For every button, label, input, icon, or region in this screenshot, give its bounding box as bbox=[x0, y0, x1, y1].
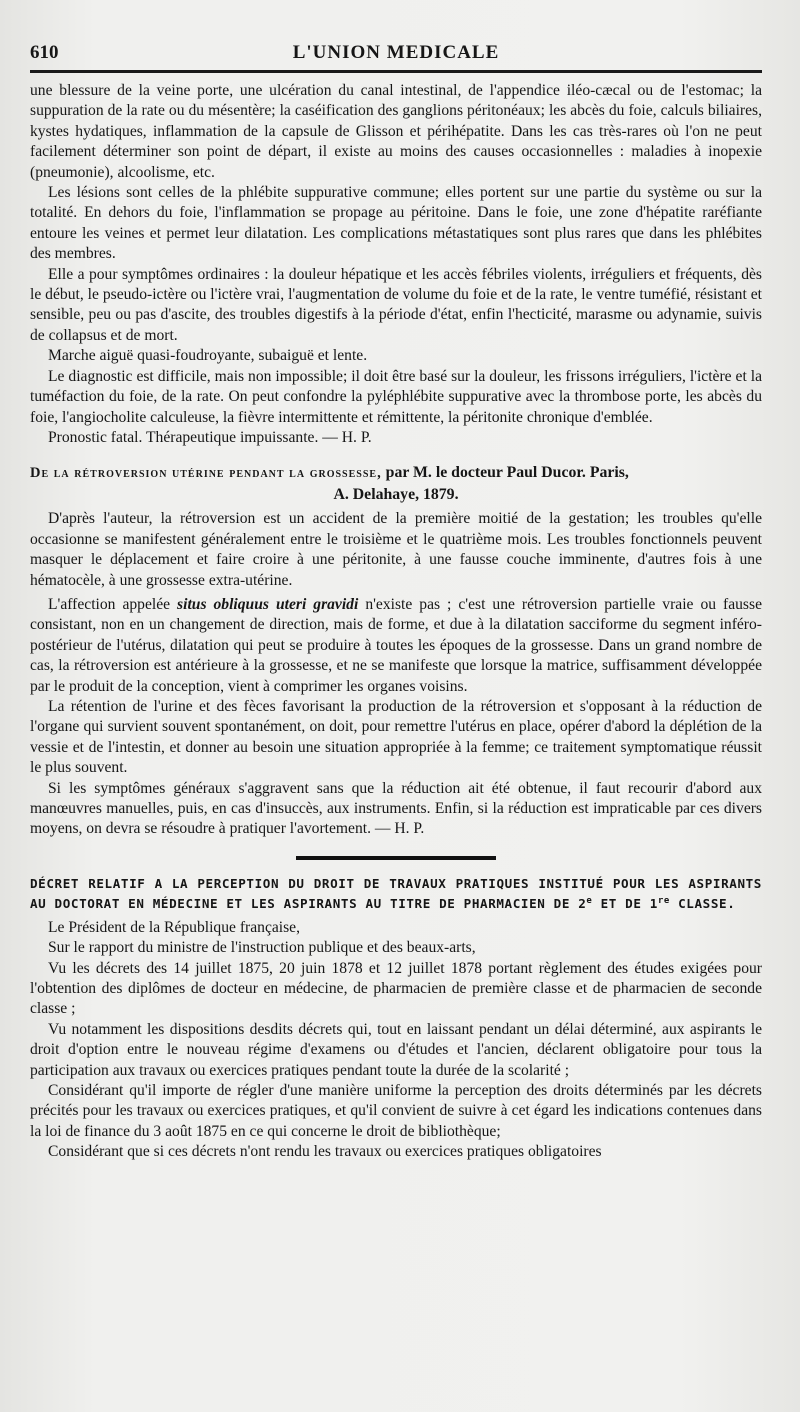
section-retroversion bbox=[30, 462, 762, 840]
paragraph: Marche aiguë quasi-foudroyante, subaiguë et lente. bbox=[48, 347, 368, 365]
paragraph: Considérant que si ces décrets n'ont rendu les travaux ou exercices pratiques obligatoires bbox=[48, 1143, 602, 1161]
paragraph: Le Président de la République française, bbox=[48, 918, 301, 936]
journal-title: L'UNION MEDICALE bbox=[292, 42, 500, 63]
paragraph: Elle a pour symptômes ordinaires : la douleur hépatique et les accès fébriles violents, irréguliers et fréquents, dès le début, le pseudo-ictère ou l'ictère vrai, l'augmentation de volume du foie et de la rate, le ventre tuméfié, résistant et sensible, peu ou pas d'ascite, des troubles digestifs à la période d'état, enfin l'hecticité, marasme ou adynamie, suivis de collapsus et de mort. bbox=[30, 265, 762, 344]
paragraph: une blessure de la veine porte, une ulcération du canal intestinal, de l'appendice iléo-cæcal ou de l'estomac; la suppuration de la rate ou du mésentère; la caséification des ganglions péritonéaux; les abcès du foie, calculs biliaires, kystes hydatiques, inflammation de la capsule de Glisson et périhépatite. Dans les cas très-rares où l'on ne peut facilement déterminer son point de départ, il existe au moins des causes occasionnelles : maladies à inopexie (pneumonie), alcoolisme, etc. bbox=[30, 82, 762, 181]
paragraph: Le diagnostic est difficile, mais non impossible; il doit être basé sur la douleur, les frissons irréguliers, l'ictère et la tuméfaction du foie, de la rate. On peut confondre la pyléphlébite suppurative avec la thrombose porte, les abcès du foie, l'angiocholite calculeuse, la fièvre intermittente et rémittente, la péritonite chronique d'emblée. bbox=[30, 367, 762, 426]
paragraph: Les lésions sont celles de la phlébite suppurative commune; elles portent sur une partie du système ou sur la totalité. En dehors du foie, l'inflammation se propage au péritoine. Dans le foie, une zone d'hépatite raréfiante entoure les veines et permet leur dilatation. Les complications métastatiques sont plus rares que dans les phlébites des membres. bbox=[30, 184, 762, 263]
text: L'affection appelée bbox=[48, 595, 171, 613]
title-caps: De la rétroversion utérine pendant la grossesse, bbox=[30, 465, 382, 482]
text: n'existe pas ; c'est une rétroversion partielle vraie ou fausse consistant, non en un changement de direction, mais de forme, et due à la dilatation sacciforme du segment inféro-postérieur de l'utérus, dilatation qui peut se produire à toutes les époques de la grossesse. Dans un grand nombre de cas, la rétroversion est antérieure à la grossesse, et ne se manifeste que lorsque la matrice, suffisamment développée par le produit de la conception, vient à comprimer les organes voisins. bbox=[30, 595, 762, 695]
paragraph: Sur le rapport du ministre de l'instruction publique et des beaux-arts, bbox=[48, 939, 476, 957]
section-title bbox=[30, 462, 762, 505]
paragraph: Vu notamment les dispositions desdits décrets qui, tout en laissant pendant un délai déterminé, aux aspirants le droit d'option entre le nouveau régime d'examens ou d'études et l'ancien, déclarent obligatoire pour tous la participation aux travaux ou exercices pratiques pendant toute la durée de la scolarité ; bbox=[30, 1020, 762, 1079]
title-publisher: A. Delahaye, 1879. bbox=[333, 486, 459, 504]
section-decree bbox=[30, 874, 762, 1163]
header-rule bbox=[30, 70, 762, 73]
paragraph bbox=[30, 595, 762, 697]
paragraph: Vu les décrets des 14 juillet 1875, 20 juin 1878 et 12 juillet 1878 portant règlement des études exigées pour l'obtention des diplômes de docteur en médecine, de pharmacien de première classe et de pharmacien de seconde classe ; bbox=[30, 959, 762, 1018]
section-separator bbox=[296, 856, 496, 860]
paragraph: Pronostic fatal. Thérapeutique impuissante. — H. P. bbox=[48, 428, 372, 446]
title-author: par M. le docteur Paul Ducor. Paris, bbox=[385, 464, 629, 482]
section-pylephlebitis bbox=[30, 81, 762, 448]
paragraph: D'après l'auteur, la rétroversion est un accident de la première moitié de la gestation; les troubles qu'elle occasionne se manifestent généralement entre le troisième et le quatrième mois. Les troubles fonctionnels peuvent masquer le déplacement et faire croire à une péritonite, à une fausse couche imminente, d'autres fois à une hématocèle, à une grossesse extra-utérine. bbox=[30, 510, 762, 589]
paragraph: La rétention de l'urine et des fèces favorisant la production de la rétroversion et s'opposant à la réduction de l'organe qui survient souvent spontanément, on doit, pour remettre l'utérus en place, opérer d'abord la déplétion de la vessie et de l'intestin, et donner au besoin une situation appropriée à la femme; ce traitement symptomatique réussit le plus souvent. bbox=[30, 697, 762, 777]
paragraph: Considérant qu'il importe de régler d'une manière uniforme la perception des droits déterminés par les décrets précités pour les travaux ou exercices pratiques, et qu'il convient de suivre à cet égard les indications contenues dans la loi de finance du 3 août 1875 en ce qui concerne le droit de bibliothèque; bbox=[30, 1082, 762, 1140]
page-number: 610 bbox=[30, 42, 59, 63]
paragraph: Si les symptômes généraux s'aggravent sans que la réduction ait été obtenue, il faut recourir d'abord aux manœuvres manuelles, puis, en cas d'insuccès, aux instruments. Enfin, si la réduction est impraticable par ces divers moyens, on devra se résoudre à pratiquer l'avortement. — H. P. bbox=[30, 779, 762, 838]
latin-term: situs obliquus uteri gravidi bbox=[177, 595, 359, 613]
page-header bbox=[30, 38, 762, 68]
decree-title: DÉCRET RELATIF A LA PERCEPTION DU DROIT DE TRAVAUX PRATIQUES INSTITUÉ POUR LES ASPIRANTS AU DOCTORAT EN MÉDECINE ET LES ASPIRANTS AU TITRE DE PHARMACIEN DE 2e ET DE 1re CLASSE. bbox=[30, 875, 762, 911]
